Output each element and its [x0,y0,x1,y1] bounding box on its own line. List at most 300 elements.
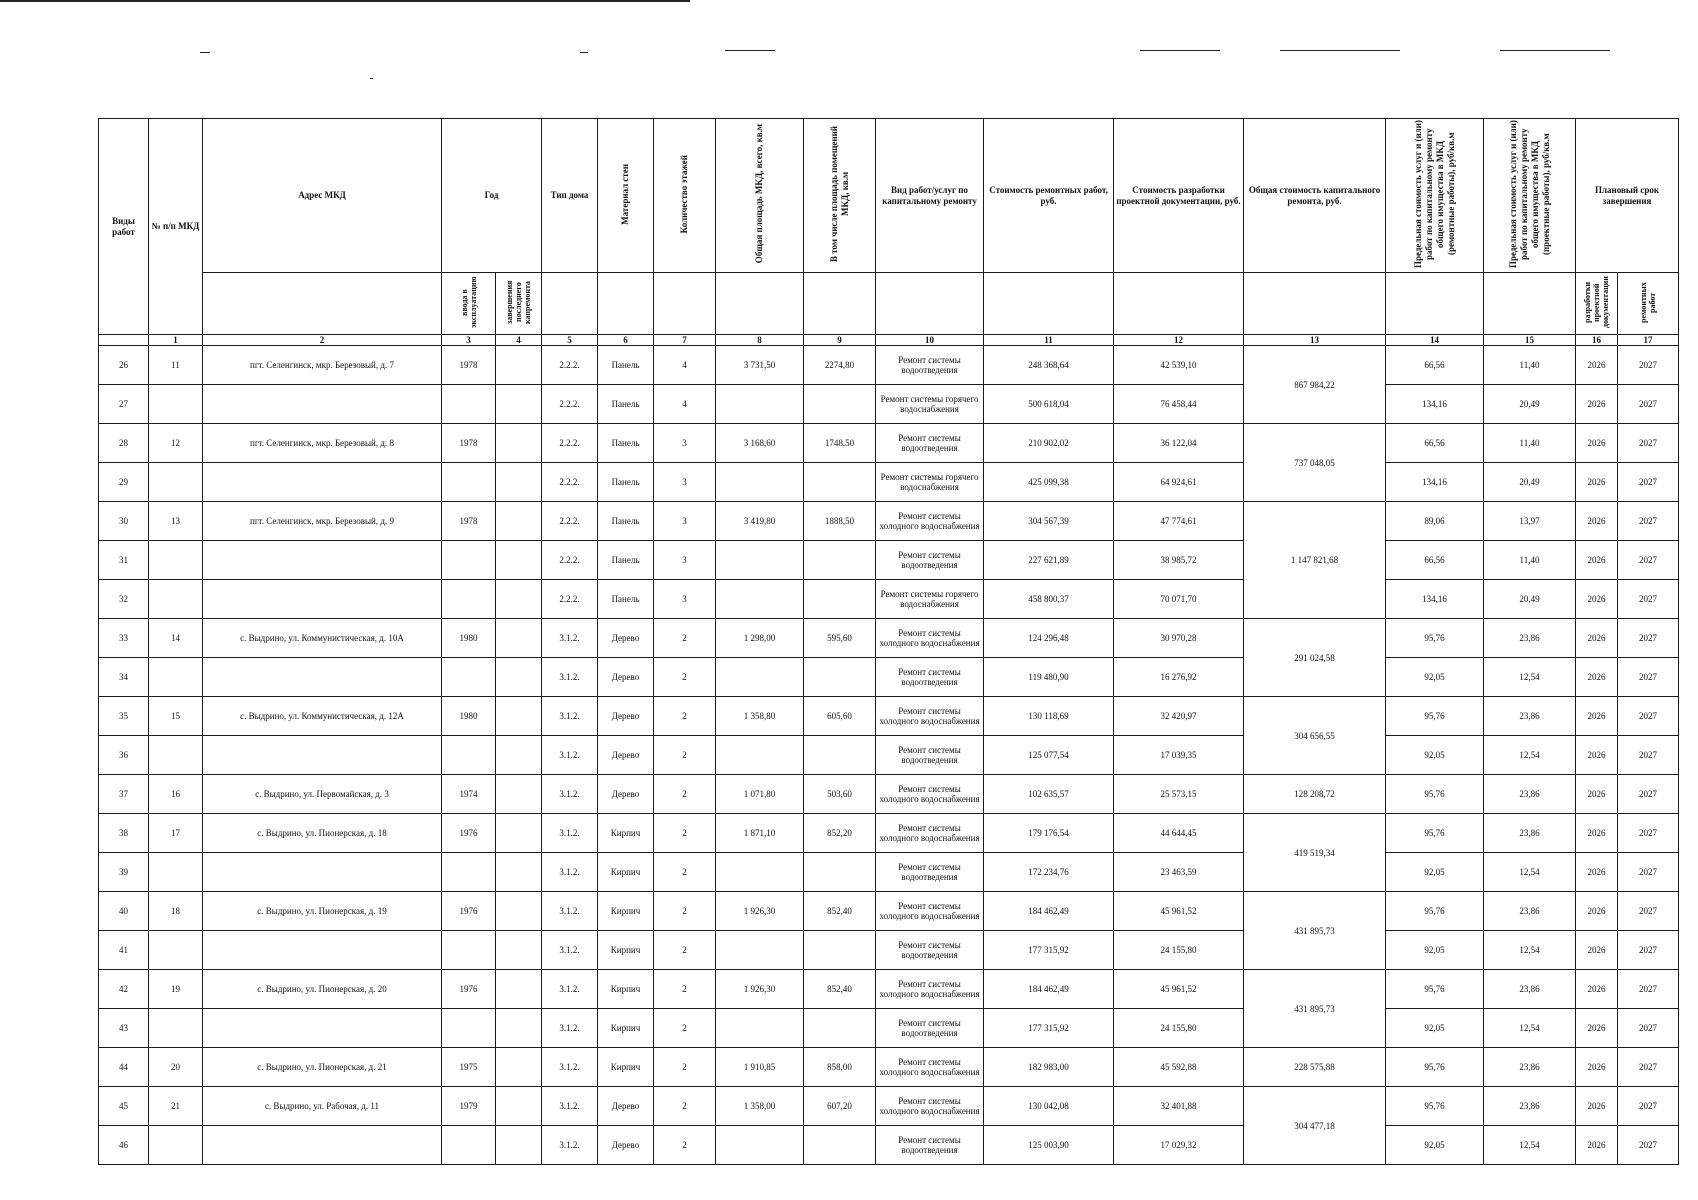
cell-term-project: 2026 [1576,853,1618,892]
cell-wall-material: Кирпич [598,814,654,853]
cell-floors: 2 [654,853,716,892]
col-house-type: Тип дома [542,119,598,273]
cell-house-type: 2.2.2. [542,463,598,502]
cell-npp: 11 [149,346,203,385]
cell-vid: 43 [99,1009,149,1048]
cell-term-project: 2026 [1576,697,1618,736]
cell-limit-repair: 92,05 [1386,1126,1484,1165]
cell-vid: 36 [99,736,149,775]
cell-total-area [716,853,804,892]
cell-project-cost: 24 155,80 [1114,931,1244,970]
table-row [99,1009,1679,1048]
cell-house-type: 3.1.2. [542,658,598,697]
cell-vid: 30 [99,502,149,541]
cell-repair-cost: 227 621,89 [984,541,1114,580]
cell-vid: 29 [99,463,149,502]
cell-work-type: Ремонт системы водоотведения [876,931,984,970]
cell-floors: 2 [654,736,716,775]
cell-term-project: 2026 [1576,892,1618,931]
cell-premises-area [804,541,876,580]
cell-work-type: Ремонт системы водоотведения [876,736,984,775]
subhead-empty [1244,273,1386,335]
cell-address [203,736,442,775]
cell-premises-area [804,1126,876,1165]
col-address: Адрес МКД [203,119,442,273]
cell-floors: 2 [654,619,716,658]
cell-term-repair: 2027 [1618,658,1679,697]
cell-vid: 33 [99,619,149,658]
cell-term-project: 2026 [1576,619,1618,658]
cell-npp [149,385,203,424]
cell-year-last-repair [496,385,542,424]
cell-total-cost: 431 895,73 [1244,892,1386,970]
cell-project-cost: 16 276,92 [1114,658,1244,697]
cell-npp: 13 [149,502,203,541]
cell-premises-area: 605,60 [804,697,876,736]
cell-year-last-repair [496,424,542,463]
cell-address: с. Выдрино, ул. Коммунистическая, д. 12А [203,697,442,736]
cell-total-area: 1 358,80 [716,697,804,736]
cell-project-cost: 47 774,61 [1114,502,1244,541]
cell-npp [149,463,203,502]
cell-project-cost: 76 458,44 [1114,385,1244,424]
cell-limit-project: 23,86 [1484,1048,1576,1087]
cell-house-type: 3.1.2. [542,736,598,775]
cell-house-type: 3.1.2. [542,1087,598,1126]
cell-project-cost: 42 539,10 [1114,346,1244,385]
cell-year-commissioned [442,931,496,970]
table-row [99,775,1679,814]
cell-term-project: 2026 [1576,385,1618,424]
cell-term-project: 2026 [1576,346,1618,385]
cell-work-type: Ремонт системы горячего водоснабжения [876,580,984,619]
table-row [99,385,1679,424]
cell-vid: 28 [99,424,149,463]
cell-vid: 41 [99,931,149,970]
cell-npp: 14 [149,619,203,658]
cell-work-type: Ремонт системы водоотведения [876,1126,984,1165]
cell-limit-project: 12,54 [1484,736,1576,775]
cell-total-cost: 304 656,55 [1244,697,1386,775]
cell-project-cost: 17 029,32 [1114,1126,1244,1165]
cell-wall-material: Панель [598,346,654,385]
cell-year-commissioned: 1976 [442,970,496,1009]
cell-repair-cost: 182 983,00 [984,1048,1114,1087]
cell-total-cost: 228 575,88 [1244,1048,1386,1087]
scan-artifact [370,78,373,79]
cell-wall-material: Дерево [598,619,654,658]
col-vid: Виды работ [99,119,149,335]
cell-total-area [716,1009,804,1048]
cell-npp [149,580,203,619]
cell-limit-repair: 95,76 [1386,697,1484,736]
col-term-repair: ремонтных работ [1618,273,1679,335]
cell-wall-material: Дерево [598,736,654,775]
col-floors: Количество этажей [654,119,716,273]
cell-year-commissioned [442,736,496,775]
cell-vid: 46 [99,1126,149,1165]
column-number: 16 [1576,335,1618,346]
cell-project-cost: 38 985,72 [1114,541,1244,580]
cell-repair-cost: 119 480,90 [984,658,1114,697]
cell-work-type: Ремонт системы холодного водоснабжения [876,619,984,658]
cell-work-type: Ремонт системы холодного водоснабжения [876,814,984,853]
cell-year-commissioned [442,1126,496,1165]
cell-house-type: 2.2.2. [542,580,598,619]
cell-wall-material: Панель [598,580,654,619]
cell-limit-project: 12,54 [1484,853,1576,892]
cell-vid: 26 [99,346,149,385]
col-year-commissioned: ввода в эксплуатацию [442,273,496,335]
cell-house-type: 3.1.2. [542,1048,598,1087]
cell-limit-repair: 92,05 [1386,736,1484,775]
cell-project-cost: 36 122,04 [1114,424,1244,463]
cell-work-type: Ремонт системы горячего водоснабжения [876,385,984,424]
cell-project-cost: 17 039,35 [1114,736,1244,775]
cell-premises-area [804,736,876,775]
cell-limit-repair: 134,16 [1386,580,1484,619]
cell-total-cost: 431 895,73 [1244,970,1386,1048]
cell-term-repair: 2027 [1618,931,1679,970]
cell-term-repair: 2027 [1618,346,1679,385]
cell-total-cost: 737 048,05 [1244,424,1386,502]
cell-address: с. Выдрино, ул. Коммунистическая, д. 10А [203,619,442,658]
cell-term-project: 2026 [1576,1126,1618,1165]
cell-year-last-repair [496,541,542,580]
cell-term-repair: 2027 [1618,697,1679,736]
cell-total-cost: 1 147 821,68 [1244,502,1386,619]
cell-wall-material: Кирпич [598,1048,654,1087]
subhead-empty [1114,273,1244,335]
cell-wall-material: Дерево [598,658,654,697]
cell-term-project: 2026 [1576,970,1618,1009]
cell-limit-repair: 89,06 [1386,502,1484,541]
cell-floors: 4 [654,385,716,424]
cell-project-cost: 32 401,88 [1114,1087,1244,1126]
subhead-empty [716,273,804,335]
cell-wall-material: Панель [598,424,654,463]
cell-project-cost: 45 592,88 [1114,1048,1244,1087]
cell-term-project: 2026 [1576,736,1618,775]
cell-wall-material: Кирпич [598,970,654,1009]
cell-npp [149,736,203,775]
cell-floors: 3 [654,463,716,502]
cell-work-type: Ремонт системы холодного водоснабжения [876,502,984,541]
cell-repair-cost: 125 003,90 [984,1126,1114,1165]
cell-limit-repair: 95,76 [1386,619,1484,658]
cell-npp [149,853,203,892]
col-npp: № п/п МКД [149,119,203,335]
table-row [99,346,1679,385]
cell-total-cost: 291 024,58 [1244,619,1386,697]
cell-floors: 2 [654,970,716,1009]
cell-year-commissioned: 1974 [442,775,496,814]
cell-address: с. Выдрино, ул. Пионерская, д. 18 [203,814,442,853]
cell-work-type: Ремонт системы холодного водоснабжения [876,1087,984,1126]
cell-work-type: Ремонт системы водоотведения [876,1009,984,1048]
table-row [99,736,1679,775]
cell-npp [149,658,203,697]
cell-floors: 3 [654,580,716,619]
cell-npp [149,1126,203,1165]
cell-year-commissioned: 1975 [442,1048,496,1087]
cell-limit-repair: 92,05 [1386,1009,1484,1048]
cell-address: с. Выдрино, ул. Пионерская, д. 21 [203,1048,442,1087]
cell-year-commissioned: 1980 [442,619,496,658]
cell-term-project: 2026 [1576,1087,1618,1126]
cell-limit-project: 23,86 [1484,814,1576,853]
capital-repair-table [98,118,1679,1165]
cell-address [203,385,442,424]
cell-vid: 32 [99,580,149,619]
column-number: 8 [716,335,804,346]
cell-limit-project: 23,86 [1484,619,1576,658]
cell-year-last-repair [496,619,542,658]
cell-npp: 16 [149,775,203,814]
cell-floors: 3 [654,502,716,541]
cell-repair-cost: 210 902,02 [984,424,1114,463]
cell-year-commissioned [442,580,496,619]
cell-year-commissioned: 1976 [442,814,496,853]
cell-premises-area: 607,20 [804,1087,876,1126]
cell-wall-material: Панель [598,541,654,580]
cell-term-repair: 2027 [1618,814,1679,853]
cell-year-last-repair [496,1048,542,1087]
cell-premises-area: 852,40 [804,892,876,931]
cell-work-type: Ремонт системы водоотведения [876,658,984,697]
cell-work-type: Ремонт системы холодного водоснабжения [876,1048,984,1087]
cell-year-last-repair [496,1009,542,1048]
cell-repair-cost: 500 618,04 [984,385,1114,424]
cell-project-cost: 25 573,15 [1114,775,1244,814]
cell-npp [149,931,203,970]
cell-year-last-repair [496,970,542,1009]
col-project-cost: Стоимость разработки проектной документации, руб. [1114,119,1244,273]
cell-wall-material: Кирпич [598,1009,654,1048]
cell-total-area: 3 168,60 [716,424,804,463]
cell-total-area [716,385,804,424]
cell-house-type: 3.1.2. [542,970,598,1009]
cell-year-last-repair [496,853,542,892]
cell-wall-material: Кирпич [598,853,654,892]
cell-project-cost: 64 924,61 [1114,463,1244,502]
col-wall-material: Материал стен [598,119,654,273]
column-number: 14 [1386,335,1484,346]
cell-vid: 44 [99,1048,149,1087]
col-limit-repair: Предельная стоимость услуг и (или) работ по капитальному ремонту общего имущества в МКД (ремонтные работы), руб/кв.м [1386,119,1484,273]
column-number: 15 [1484,335,1576,346]
cell-vid: 39 [99,853,149,892]
cell-repair-cost: 172 234,76 [984,853,1114,892]
cell-total-area [716,541,804,580]
cell-house-type: 3.1.2. [542,814,598,853]
cell-npp [149,1009,203,1048]
cell-year-commissioned [442,853,496,892]
cell-vid: 42 [99,970,149,1009]
cell-project-cost: 30 970,28 [1114,619,1244,658]
cell-premises-area: 1748,50 [804,424,876,463]
table-row [99,658,1679,697]
cell-limit-project: 23,86 [1484,1087,1576,1126]
cell-limit-repair: 66,56 [1386,346,1484,385]
cell-total-area: 1 926,30 [716,970,804,1009]
cell-work-type: Ремонт системы холодного водоснабжения [876,892,984,931]
cell-limit-project: 11,40 [1484,424,1576,463]
cell-limit-project: 12,54 [1484,1009,1576,1048]
cell-floors: 2 [654,1048,716,1087]
cell-floors: 2 [654,892,716,931]
cell-vid: 34 [99,658,149,697]
cell-year-last-repair [496,775,542,814]
subhead-empty [1484,273,1576,335]
subhead-empty [1386,273,1484,335]
cell-limit-repair: 95,76 [1386,1087,1484,1126]
cell-work-type: Ремонт системы холодного водоснабжения [876,697,984,736]
cell-term-repair: 2027 [1618,463,1679,502]
cell-npp [149,541,203,580]
cell-floors: 3 [654,424,716,463]
table-row [99,1126,1679,1165]
cell-year-commissioned [442,463,496,502]
cell-repair-cost: 179 176,54 [984,814,1114,853]
cell-total-area [716,736,804,775]
column-number: 5 [542,335,598,346]
column-number: 6 [598,335,654,346]
cell-npp: 17 [149,814,203,853]
column-number: 10 [876,335,984,346]
column-number-row [99,335,1679,346]
cell-limit-project: 23,86 [1484,970,1576,1009]
cell-year-commissioned [442,385,496,424]
cell-address [203,931,442,970]
cell-floors: 2 [654,775,716,814]
cell-npp: 19 [149,970,203,1009]
cell-total-area [716,931,804,970]
cell-address [203,658,442,697]
cell-repair-cost: 184 462,49 [984,892,1114,931]
cell-house-type: 3.1.2. [542,931,598,970]
cell-term-project: 2026 [1576,502,1618,541]
col-year: Год [442,119,542,273]
cell-total-area [716,658,804,697]
cell-house-type: 3.1.2. [542,619,598,658]
cell-house-type: 2.2.2. [542,346,598,385]
cell-premises-area: 503,60 [804,775,876,814]
cell-house-type: 2.2.2. [542,385,598,424]
cell-address: пгт. Селенгинск, мкр. Березовый, д. 9 [203,502,442,541]
cell-term-repair: 2027 [1618,541,1679,580]
subhead-empty [876,273,984,335]
col-term-project: разработки проектной документации [1576,273,1618,335]
cell-limit-project: 12,54 [1484,658,1576,697]
cell-limit-project: 23,86 [1484,697,1576,736]
cell-address [203,1126,442,1165]
cell-project-cost: 44 644,45 [1114,814,1244,853]
cell-project-cost: 23 463,59 [1114,853,1244,892]
cell-year-last-repair [496,736,542,775]
cell-wall-material: Дерево [598,1087,654,1126]
cell-term-repair: 2027 [1618,736,1679,775]
cell-floors: 2 [654,1009,716,1048]
cell-address: пгт. Селенгинск, мкр. Березовый, д. 7 [203,346,442,385]
cell-project-cost: 70 071,70 [1114,580,1244,619]
cell-total-area [716,1126,804,1165]
cell-wall-material: Дерево [598,697,654,736]
cell-address: с. Выдрино, ул. Пионерская, д. 19 [203,892,442,931]
cell-term-repair: 2027 [1618,775,1679,814]
scan-artifact [1500,50,1610,51]
cell-year-last-repair [496,697,542,736]
cell-floors: 2 [654,814,716,853]
cell-term-project: 2026 [1576,580,1618,619]
cell-house-type: 3.1.2. [542,1126,598,1165]
cell-repair-cost: 304 567,39 [984,502,1114,541]
cell-repair-cost: 248 368,64 [984,346,1114,385]
cell-wall-material: Дерево [598,1126,654,1165]
cell-floors: 2 [654,931,716,970]
cell-year-last-repair [496,814,542,853]
col-premises-area: В том числе площадь помещений МКД, кв.м [804,119,876,273]
cell-floors: 4 [654,346,716,385]
cell-year-last-repair [496,1126,542,1165]
cell-house-type: 3.1.2. [542,1009,598,1048]
cell-limit-project: 12,54 [1484,1126,1576,1165]
cell-term-project: 2026 [1576,814,1618,853]
cell-premises-area: 852,40 [804,970,876,1009]
cell-work-type: Ремонт системы холодного водоснабжения [876,775,984,814]
cell-limit-project: 20,49 [1484,463,1576,502]
cell-premises-area: 2274,80 [804,346,876,385]
cell-vid: 31 [99,541,149,580]
cell-limit-repair: 92,05 [1386,931,1484,970]
col-work-type: Вид работ/услуг по капитальному ремонту [876,119,984,273]
column-number: 13 [1244,335,1386,346]
cell-repair-cost: 125 077,54 [984,736,1114,775]
subhead-empty [804,273,876,335]
cell-term-repair: 2027 [1618,1048,1679,1087]
cell-year-last-repair [496,892,542,931]
cell-address: пгт. Селенгинск, мкр. Березовый, д. 8 [203,424,442,463]
scan-artifact [0,0,690,2]
subhead-empty [542,273,598,335]
cell-year-last-repair [496,931,542,970]
cell-work-type: Ремонт системы холодного водоснабжения [876,970,984,1009]
cell-total-cost: 128 208,72 [1244,775,1386,814]
cell-limit-repair: 95,76 [1386,970,1484,1009]
cell-term-repair: 2027 [1618,1087,1679,1126]
cell-limit-repair: 95,76 [1386,892,1484,931]
cell-npp: 18 [149,892,203,931]
cell-work-type: Ремонт системы водоотведения [876,424,984,463]
cell-limit-project: 20,49 [1484,580,1576,619]
col-total-cost: Общая стоимость капитального ремонта, руб. [1244,119,1386,273]
table-row [99,931,1679,970]
cell-house-type: 3.1.2. [542,697,598,736]
cell-term-repair: 2027 [1618,1009,1679,1048]
cell-limit-repair: 134,16 [1386,385,1484,424]
cell-total-cost: 304 477,18 [1244,1087,1386,1165]
cell-term-repair: 2027 [1618,853,1679,892]
col-limit-project: Предельная стоимость услуг и (или) работ по капитальному ремонту общего имущества в МКД (проектные работы), руб/кв.м [1484,119,1576,273]
cell-vid: 37 [99,775,149,814]
table-row [99,502,1679,541]
cell-year-last-repair [496,658,542,697]
cell-total-cost: 867 984,22 [1244,346,1386,424]
cell-term-repair: 2027 [1618,970,1679,1009]
cell-total-area [716,463,804,502]
scan-artifact [200,52,210,53]
cell-limit-repair: 92,05 [1386,658,1484,697]
